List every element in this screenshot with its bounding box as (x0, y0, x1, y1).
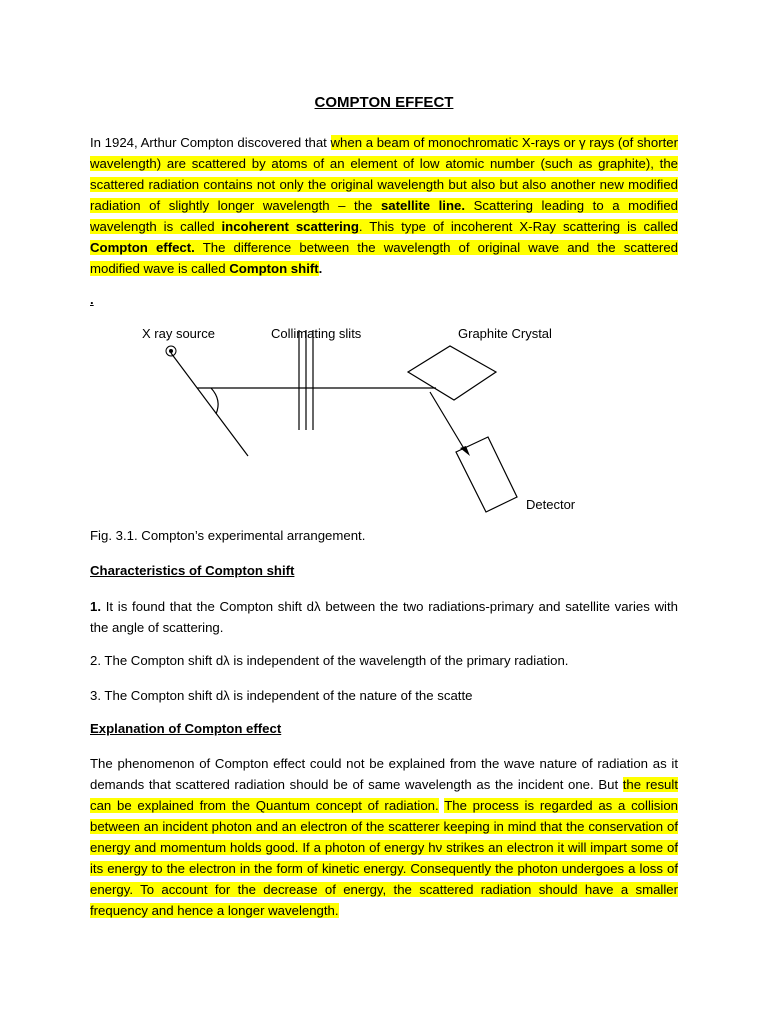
characteristic-item-1 (90, 596, 678, 638)
satellite-line-term: satellite line (380, 198, 462, 213)
compton-shift-term: Compton shift (229, 261, 319, 276)
item-1-text: It is found that the Compton shift dλ between the two radiations-primary and satellite varies with the angle of scattering. (90, 599, 678, 635)
graphite-crystal-icon (408, 346, 496, 400)
intro-highlight-4: The difference between the wavelength of original wave and the scattered modified wave is called (90, 240, 678, 276)
compton-apparatus-diagram (0, 320, 768, 520)
intro-highlight-2: Scattering leading to a modified wavelength is called (90, 198, 678, 234)
incoherent-scattering-term: incoherent scattering (221, 219, 359, 234)
graphite-crystal-label: Graphite Crystal (458, 326, 552, 341)
characteristic-item-3: 3. The Compton shift dλ is independent of the nature of the scatte (90, 688, 473, 703)
scattered-beam (430, 392, 466, 452)
explanation-highlight-1: the result can be explained from the Quantum concept of radiation. (90, 777, 678, 813)
intro-paragraph (90, 132, 678, 279)
angle-arc (211, 388, 218, 414)
collimating-slits-label: Collimating slits (271, 326, 362, 341)
collimating-slits-icon (299, 330, 313, 430)
item-1-number: 1. (90, 599, 101, 614)
intro-highlight: when a beam of monochromatic X-rays or γ rays (of shorter wavelength) are scattered by atoms of an element of low atomic number (such as graphite), the scattered radiation contains not only the original wavelength but also but also another new modified radiation of slightly longer wavelength – the (90, 135, 678, 213)
xray-source-icon (166, 346, 176, 356)
intro-end-period: . (318, 261, 323, 276)
characteristic-item-2: 2. The Compton shift dλ is independent of the wavelength of the primary radiation. (90, 653, 569, 668)
intro-highlight-3: . This type of incoherent X-Ray scattering is called (358, 219, 678, 234)
explanation-paragraph (90, 753, 678, 921)
characteristics-heading: Characteristics of Compton shift (90, 563, 295, 578)
explanation-highlight-2: The process is regarded as a collision between an incident photon and an electron of the scatterer keeping in mind that the conservation of energy and momentum holds good. If a photon of energy hν strikes an electron it will impart some of its energy to the electron in the form of kinetic energy. Consequently the photon undergoes a loss of energy. To account for the decrease of energy, the scattered radiation should have a smaller frequency and hence a longer wavelength. (90, 798, 678, 918)
intro-period: . (461, 198, 466, 213)
detector-label: Detector (526, 497, 576, 512)
explanation-text: The phenomenon of Compton effect could not be explained from the wave nature of radiation as it demands that scattered radiation should be of same wavelength as the incident one. But (90, 756, 678, 792)
page-title: COMPTON EFFECT (314, 94, 454, 111)
compton-effect-term: Compton effect. (90, 240, 195, 255)
intro-text: In 1924, Arthur Compton discovered that (90, 135, 331, 150)
stray-mark: . (90, 292, 94, 307)
explanation-heading: Explanation of Compton effect (90, 721, 282, 736)
figure-caption: Fig. 3.1. Compton’s experimental arrangement. (90, 528, 366, 543)
xray-source-label: X ray source (142, 326, 215, 341)
source-line (171, 353, 248, 456)
detector-icon (456, 437, 517, 512)
